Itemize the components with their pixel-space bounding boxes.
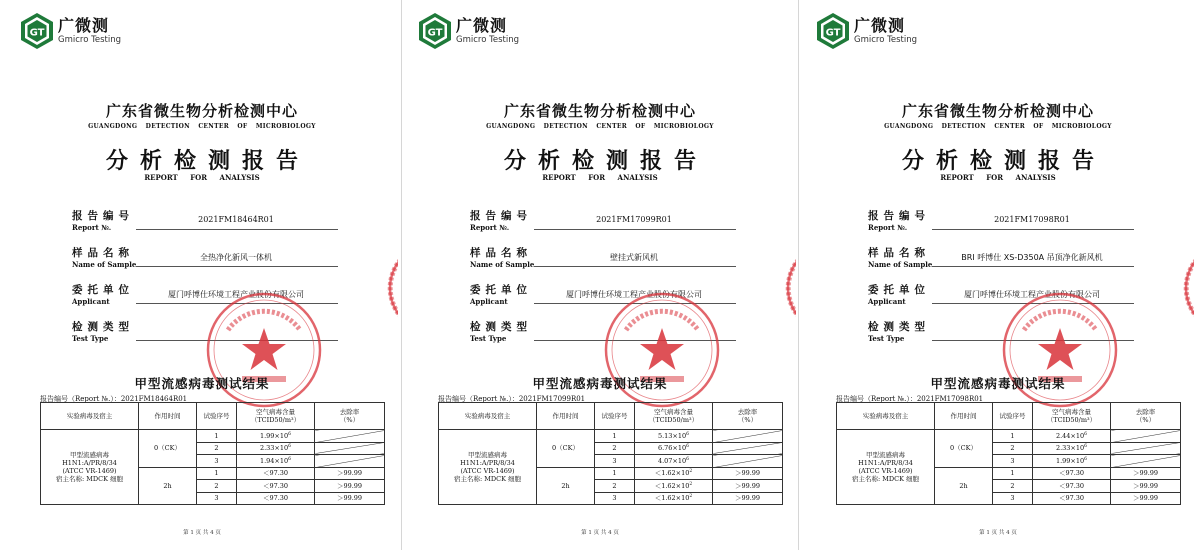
- virus-value: 1.99×10: [1055, 456, 1085, 465]
- virus-value: 2.33×10: [259, 444, 289, 453]
- removal-rate-cell: [315, 455, 385, 468]
- removal-rate-cell: ＞99.99: [713, 467, 783, 480]
- brand-name-cn: 广微测: [854, 16, 906, 35]
- virus-content-cell: [635, 455, 713, 468]
- removal-rate-cell: [1111, 455, 1181, 468]
- sample-line: H1N1:A/PR/8/34: [62, 458, 117, 467]
- virus-exponent: 6: [1084, 456, 1088, 462]
- field-label-cn: 检测类型: [470, 321, 532, 333]
- virus-exponent: 6: [288, 444, 292, 450]
- sample-line: (ATCC VR-1469): [858, 467, 913, 475]
- field-value: 厦门呼博仕环境工程产业股份有限公司: [168, 290, 304, 299]
- sample-cell: [41, 430, 139, 505]
- removal-rate-cell: ＞99.99: [315, 467, 385, 480]
- seq-cell: 3: [197, 492, 237, 505]
- page-footer: 第 1 页 共 4 页: [183, 530, 221, 536]
- removal-rate-cell: [713, 455, 783, 468]
- field-label-cn: 委托单位: [470, 284, 532, 296]
- sample-line: 宿主名称: MDCK 细胞: [453, 475, 522, 484]
- field-label-cn: 委托单位: [72, 284, 134, 296]
- field-label-cn: 样品名称: [470, 247, 532, 259]
- removal-rate-cell: ＞99.99: [1111, 480, 1181, 493]
- table-header-row: [439, 403, 783, 430]
- header-time: 作用时间: [935, 403, 993, 430]
- field-value: 2021FM17098R01: [994, 215, 1070, 224]
- field-label-en: Applicant: [470, 297, 508, 306]
- field-label-en: Report №.: [868, 223, 908, 232]
- removal-rate-cell: [713, 430, 783, 443]
- field-label-en: Report №.: [470, 223, 510, 232]
- center-title-en: GUANGDONG DETECTION CENTER OF MICROBIOLOGY: [486, 123, 714, 130]
- center-title-en: GUANGDONG DETECTION CENTER OF MICROBIOLOGY: [884, 123, 1112, 130]
- sample-line: 甲型流感病毒: [468, 450, 507, 459]
- time-cell: 2h: [935, 467, 993, 505]
- report-page-2: [404, 0, 796, 550]
- header-removal-rate: 去除率 （%）: [713, 403, 783, 430]
- sample-cell: [837, 430, 935, 505]
- virus-value: 1.94×10: [259, 456, 289, 465]
- seal-edge-icon: [774, 238, 796, 338]
- page-divider-1: [401, 0, 402, 550]
- field-value: 厦门呼博仕环境工程产业股份有限公司: [566, 290, 702, 299]
- virus-value: ＜1.62×10: [654, 469, 690, 478]
- field-underline: [534, 229, 736, 230]
- gt-logo-icon: [418, 12, 452, 50]
- virus-content-cell: [237, 467, 315, 480]
- virus-exponent: 6: [686, 444, 690, 450]
- virus-exponent: 6: [686, 431, 690, 437]
- time-cell: 2h: [537, 467, 595, 505]
- seq-cell: 2: [993, 442, 1033, 455]
- header-removal-rate: 去除率 （%）: [315, 403, 385, 430]
- field-value: 厦门呼博仕环境工程产业股份有限公司: [964, 290, 1100, 299]
- field-label-en: Applicant: [72, 297, 110, 306]
- seq-cell: 1: [197, 430, 237, 443]
- field-underline: [932, 266, 1134, 267]
- table-header-row: [837, 403, 1181, 430]
- header-seq: 试验序号: [595, 403, 635, 430]
- virus-exponent: 6: [686, 456, 690, 462]
- virus-content-cell: [237, 430, 315, 443]
- virus-content-cell: [1033, 430, 1111, 443]
- gt-logo-icon: [20, 12, 54, 50]
- center-title-cn: 广东省微生物分析检测中心: [105, 102, 298, 120]
- virus-content-cell: [1033, 467, 1111, 480]
- seq-cell: 1: [197, 467, 237, 480]
- result-table: [438, 402, 783, 505]
- center-title-en: GUANGDONG DETECTION CENTER OF MICROBIOLOGY: [88, 123, 316, 130]
- result-table: [836, 402, 1181, 505]
- field-value: 全热净化新风一体机: [200, 253, 272, 262]
- removal-rate-cell: ＞99.99: [1111, 492, 1181, 505]
- field-label-en: Test Type: [868, 334, 905, 343]
- field-label-en: Name of Sample: [72, 260, 137, 269]
- virus-content-cell: [1033, 492, 1111, 505]
- removal-rate-cell: ＞99.99: [315, 492, 385, 505]
- virus-content-cell: [635, 430, 713, 443]
- report-title-cn: 分析检测报告: [503, 149, 708, 174]
- field-label-cn: 报告编号: [72, 210, 134, 222]
- seq-cell: 1: [993, 430, 1033, 443]
- report-page-1: [6, 0, 398, 550]
- field-underline: [136, 266, 338, 267]
- time-cell: 0（CK）: [935, 430, 993, 468]
- header-seq: 试验序号: [197, 403, 237, 430]
- seq-cell: 3: [595, 455, 635, 468]
- removal-rate-cell: ＞99.99: [713, 492, 783, 505]
- field-label-cn: 检测类型: [72, 321, 134, 333]
- header-time: 作用时间: [537, 403, 595, 430]
- field-label-en: Name of Sample: [868, 260, 933, 269]
- seq-cell: 3: [993, 455, 1033, 468]
- time-cell: 0（CK）: [139, 430, 197, 468]
- field-label-en: Applicant: [868, 297, 906, 306]
- virus-content-cell: [635, 467, 713, 480]
- removal-rate-cell: ＞99.99: [315, 480, 385, 493]
- seq-cell: 1: [595, 467, 635, 480]
- seq-cell: 2: [595, 480, 635, 493]
- seq-cell: 1: [595, 430, 635, 443]
- field-label-en: Test Type: [470, 334, 507, 343]
- field-label-cn: 报告编号: [868, 210, 930, 222]
- report-title-cn: 分析检测报告: [901, 149, 1106, 174]
- header-virus-content: 空气病毒含量 （TCID50/m³）: [635, 403, 713, 430]
- result-title: 甲型流感病毒测试结果: [930, 376, 1066, 391]
- virus-content-cell: [635, 442, 713, 455]
- center-title-cn: 广东省微生物分析检测中心: [503, 102, 696, 120]
- header-sample: 实验病毒及宿主: [439, 403, 537, 430]
- seq-cell: 3: [197, 455, 237, 468]
- brand-name-cn: 广微测: [456, 16, 508, 35]
- header-virus-content: 空气病毒含量 （TCID50/m³）: [1033, 403, 1111, 430]
- field-label-cn: 检测类型: [868, 321, 930, 333]
- seq-cell: 2: [993, 480, 1033, 493]
- center-title-cn: 广东省微生物分析检测中心: [901, 102, 1094, 120]
- report-page-3: [802, 0, 1194, 550]
- brand-name-en: Gmicro Testing: [456, 35, 519, 45]
- seal-edge-icon: [376, 238, 398, 338]
- virus-value: 2.33×10: [1055, 444, 1085, 453]
- header-virus-content: 空气病毒含量 （TCID50/m³）: [237, 403, 315, 430]
- virus-value: 1.99×10: [259, 431, 289, 440]
- virus-value: ＜97.30: [262, 481, 289, 490]
- virus-exponent: 2: [689, 481, 693, 487]
- header-removal-rate: 去除率 （%）: [1111, 403, 1181, 430]
- field-label-en: Report №.: [72, 223, 112, 232]
- field-label-cn: 样品名称: [868, 247, 930, 259]
- result-title: 甲型流感病毒测试结果: [134, 376, 270, 391]
- sample-cell: [439, 430, 537, 505]
- field-label-cn: 报告编号: [470, 210, 532, 222]
- gt-logo-icon: [816, 12, 850, 50]
- report-title-en: REPORT FOR ANALYSIS: [144, 173, 260, 182]
- removal-rate-cell: ＞99.99: [1111, 467, 1181, 480]
- virus-content-cell: [237, 455, 315, 468]
- brand-name-en: Gmicro Testing: [58, 35, 121, 45]
- svg-text:GT: GT: [29, 27, 45, 39]
- field-underline: [136, 229, 338, 230]
- page-divider-2: [798, 0, 799, 550]
- page-footer: 第 1 页 共 4 页: [979, 530, 1017, 536]
- page-footer: 第 1 页 共 4 页: [581, 530, 619, 536]
- virus-exponent: 2: [689, 469, 693, 475]
- seal-stamp-icon: [204, 290, 324, 410]
- virus-value: ＜97.30: [1058, 494, 1085, 503]
- virus-value: ＜1.62×10: [654, 494, 690, 503]
- field-label-en: Name of Sample: [470, 260, 535, 269]
- field-label-cn: 委托单位: [868, 284, 930, 296]
- virus-value: ＜97.30: [262, 469, 289, 478]
- header-time: 作用时间: [139, 403, 197, 430]
- header-sample: 实验病毒及宿主: [41, 403, 139, 430]
- report-title-en: REPORT FOR ANALYSIS: [940, 173, 1056, 182]
- header-sample: 实验病毒及宿主: [837, 403, 935, 430]
- seq-cell: 3: [993, 492, 1033, 505]
- virus-value: ＜97.30: [262, 494, 289, 503]
- sample-line: 甲型流感病毒: [70, 450, 109, 459]
- sample-line: H1N1:A/PR/8/34: [858, 458, 913, 467]
- virus-exponent: 6: [288, 456, 292, 462]
- sample-line: (ATCC VR-1469): [62, 467, 117, 475]
- sample-line: (ATCC VR-1469): [460, 467, 515, 475]
- virus-content-cell: [635, 492, 713, 505]
- time-cell: 0（CK）: [537, 430, 595, 468]
- seq-cell: 3: [595, 492, 635, 505]
- field-value: 2021FM18464R01: [198, 215, 274, 224]
- result-title: 甲型流感病毒测试结果: [532, 376, 668, 391]
- virus-content-cell: [237, 442, 315, 455]
- seq-cell: 2: [197, 480, 237, 493]
- field-value: 壁挂式新风机: [610, 253, 658, 262]
- removal-rate-cell: [713, 442, 783, 455]
- seq-cell: 1: [993, 467, 1033, 480]
- virus-value: ＜97.30: [1058, 469, 1085, 478]
- virus-content-cell: [1033, 442, 1111, 455]
- seq-cell: 2: [197, 442, 237, 455]
- virus-value: ＜97.30: [1058, 481, 1085, 490]
- sample-line: 宿主名称: MDCK 细胞: [55, 475, 124, 484]
- report-title-en: REPORT FOR ANALYSIS: [542, 173, 658, 182]
- table-row: [41, 430, 385, 443]
- virus-exponent: 6: [1084, 444, 1088, 450]
- svg-text:GT: GT: [427, 27, 443, 39]
- brand-name-cn: 广微测: [58, 16, 110, 35]
- field-value: BRI 呼博仕 XS-D350A 吊顶净化新风机: [961, 253, 1103, 262]
- removal-rate-cell: [315, 430, 385, 443]
- removal-rate-cell: [315, 442, 385, 455]
- virus-value: 5.13×10: [657, 431, 687, 440]
- removal-rate-cell: ＞99.99: [713, 480, 783, 493]
- svg-text:GT: GT: [825, 27, 841, 39]
- virus-value: 4.07×10: [657, 456, 687, 465]
- field-value: 2021FM17099R01: [596, 215, 672, 224]
- virus-content-cell: [1033, 480, 1111, 493]
- table-row: [837, 430, 1181, 443]
- report-ref: 报告编号（Report №.）：2021FM17099R01: [438, 395, 586, 403]
- sample-line: H1N1:A/PR/8/34: [460, 458, 515, 467]
- virus-value: 2.44×10: [1055, 431, 1085, 440]
- removal-rate-cell: [1111, 442, 1181, 455]
- field-label-en: Test Type: [72, 334, 109, 343]
- report-ref: 报告编号（Report №.）：2021FM17098R01: [836, 395, 984, 403]
- virus-value: ＜1.62×10: [654, 481, 690, 490]
- seal-edge-icon: [1172, 238, 1194, 338]
- report-ref: 报告编号（Report №.）：2021FM18464R01: [40, 395, 188, 403]
- brand-name-en: Gmicro Testing: [854, 35, 917, 45]
- virus-value: 6.76×10: [657, 444, 687, 453]
- seq-cell: 2: [595, 442, 635, 455]
- header-seq: 试验序号: [993, 403, 1033, 430]
- virus-exponent: 6: [1084, 431, 1088, 437]
- report-title-cn: 分析检测报告: [105, 149, 310, 174]
- time-cell: 2h: [139, 467, 197, 505]
- virus-content-cell: [635, 480, 713, 493]
- field-underline: [534, 266, 736, 267]
- virus-content-cell: [237, 492, 315, 505]
- sample-line: 甲型流感病毒: [866, 450, 905, 459]
- removal-rate-cell: [1111, 430, 1181, 443]
- result-table: [40, 402, 385, 505]
- seal-stamp-icon: [1000, 290, 1120, 410]
- virus-content-cell: [237, 480, 315, 493]
- field-label-cn: 样品名称: [72, 247, 134, 259]
- table-header-row: [41, 403, 385, 430]
- table-row: [439, 430, 783, 443]
- seal-stamp-icon: [602, 290, 722, 410]
- field-underline: [932, 229, 1134, 230]
- sample-line: 宿主名称: MDCK 细胞: [851, 475, 920, 484]
- virus-exponent: 6: [288, 431, 292, 437]
- virus-content-cell: [1033, 455, 1111, 468]
- virus-exponent: 2: [689, 494, 693, 500]
